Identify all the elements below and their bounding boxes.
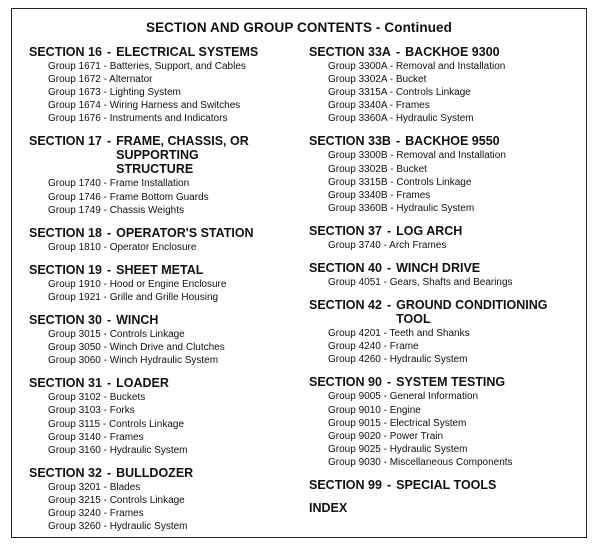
section-name: SHEET METAL [116, 262, 204, 277]
section-name: LOG ARCH [396, 223, 463, 238]
section-number: SECTION 16 [29, 45, 102, 59]
group-entry[interactable]: Group 9010 - Engine [328, 404, 421, 416]
group-entry[interactable]: Group 3201 - Blades [48, 481, 141, 493]
section-entry [29, 313, 304, 367]
section-heading[interactable] [309, 224, 584, 238]
group-entry[interactable]: Group 9025 - Hydraulic System [328, 443, 468, 455]
section-separator: - [386, 477, 392, 492]
section-separator: - [106, 262, 112, 277]
group-entry[interactable]: Group 1749 - Chassis Weights [48, 204, 184, 216]
group-entry[interactable]: Group 3300B - Removal and Installation [328, 150, 506, 162]
section-name: SYSTEM TESTING [396, 375, 506, 390]
group-entry[interactable]: Group 4051 - Gears, Shafts and Bearings [328, 277, 513, 289]
section-separator: - [386, 375, 392, 390]
group-entry[interactable]: Group 1740 - Frame Installation [48, 178, 190, 190]
group-list [309, 239, 584, 252]
section-number: SECTION 18 [29, 225, 102, 240]
group-entry[interactable]: Group 3240 - Frames [48, 507, 144, 519]
section-heading[interactable] [29, 134, 304, 176]
section-separator: - [386, 223, 392, 238]
group-list [29, 60, 304, 125]
group-entry[interactable]: Group 3015 - Controls Linkage [48, 329, 185, 341]
group-list [309, 390, 584, 469]
section-separator: - [106, 313, 112, 328]
section-name: WINCH [116, 313, 159, 328]
group-entry[interactable]: Group 3103 - Forks [48, 405, 135, 417]
section-number: SECTION 33A [309, 45, 391, 59]
group-list [309, 276, 584, 289]
index-entry[interactable]: INDEX [309, 500, 348, 515]
group-entry[interactable]: Group 3215 - Controls Linkage [48, 494, 185, 506]
group-entry[interactable]: Group 1676 - Instruments and Indicators [48, 113, 228, 125]
section-name: ELECTRICAL SYSTEMS [116, 45, 259, 59]
section-entry [29, 45, 304, 125]
section-name: FRAME, CHASSIS, OR SUPPORTING STRUCTURE [116, 134, 249, 177]
group-entry[interactable]: Group 9030 - Miscellaneous Components [328, 456, 513, 468]
section-entry [29, 134, 304, 216]
section-entry [309, 298, 584, 366]
section-heading[interactable] [309, 375, 584, 389]
section-separator: - [386, 261, 392, 276]
group-entry[interactable]: Group 3115 - Controls Linkage [48, 418, 185, 430]
section-entry [29, 376, 304, 456]
right-column [309, 45, 584, 515]
group-entry[interactable]: Group 9005 - General Information [328, 391, 479, 403]
section-heading[interactable] [29, 45, 304, 59]
section-number: SECTION 40 [309, 261, 382, 276]
section-entry [29, 263, 304, 304]
left-column [29, 45, 304, 542]
section-entry [309, 261, 584, 289]
group-entry[interactable]: Group 3360A - Hydraulic System [328, 113, 474, 125]
group-entry[interactable]: Group 3340A - Frames [328, 100, 430, 112]
section-name: WINCH DRIVE [396, 261, 481, 276]
section-number: SECTION 99 [309, 477, 382, 492]
section-number: SECTION 17 [29, 134, 102, 149]
section-name: BACKHOE 9550 [405, 134, 500, 149]
group-entry[interactable]: Group 3050 - Winch Drive and Clutches [48, 342, 225, 354]
group-entry[interactable]: Group 1672 - Alternator [48, 74, 153, 86]
group-list [309, 60, 584, 125]
group-entry[interactable]: Group 3060 - Winch Hydraulic System [48, 355, 219, 367]
group-entry[interactable]: Group 3315A - Controls Linkage [328, 87, 471, 99]
section-heading[interactable] [309, 261, 584, 275]
section-entry [309, 45, 584, 125]
group-entry[interactable]: Group 9020 - Power Train [328, 430, 444, 442]
section-heading[interactable] [29, 263, 304, 277]
group-entry[interactable]: Group 3340B - Frames [328, 189, 431, 201]
section-separator: - [395, 134, 401, 149]
section-heading[interactable] [29, 466, 304, 480]
section-separator: - [106, 465, 112, 480]
page-title: SECTION AND GROUP CONTENTS - Continued [145, 20, 453, 35]
group-entry[interactable]: Group 1910 - Hood or Engine Enclosure [48, 278, 227, 290]
section-heading[interactable] [29, 376, 304, 390]
section-name: SPECIAL TOOLS [396, 477, 497, 492]
group-list [29, 278, 304, 304]
group-entry[interactable]: Group 1921 - Grille and Grille Housing [48, 291, 219, 303]
section-entry [29, 466, 304, 533]
group-list [29, 328, 304, 367]
section-separator: - [106, 134, 112, 149]
section-name: GROUND CONDITIONING TOOL [396, 298, 548, 327]
group-entry[interactable]: Group 3102 - Buckets [48, 392, 146, 404]
section-separator: - [106, 376, 112, 391]
group-entry[interactable]: Group 3160 - Hydraulic System [48, 444, 188, 456]
group-list [29, 481, 304, 533]
group-entry[interactable]: Group 1671 - Batteries, Support, and Cables [48, 61, 246, 72]
group-entry[interactable]: Group 1810 - Operator Enclosure [48, 241, 197, 253]
group-entry[interactable]: Group 4201 - Teeth and Shanks [328, 328, 470, 340]
group-entry[interactable]: Group 3260 - Hydraulic System [48, 521, 188, 533]
section-name: LOADER [116, 376, 169, 391]
section-number: SECTION 32 [29, 465, 102, 480]
section-entry [309, 375, 584, 469]
contents-page [11, 8, 587, 538]
group-entry[interactable]: Group 3302B - Bucket [328, 163, 427, 175]
section-separator: - [395, 45, 401, 59]
group-entry[interactable]: Group 3360B - Hydraulic System [328, 202, 475, 214]
section-number: SECTION 90 [309, 375, 382, 390]
section-number: SECTION 42 [309, 298, 382, 313]
section-heading[interactable] [309, 478, 584, 492]
group-entry[interactable]: Group 4240 - Frame [328, 341, 419, 353]
group-list [309, 149, 584, 214]
section-number: SECTION 31 [29, 376, 102, 391]
section-number: SECTION 30 [29, 313, 102, 328]
group-entry[interactable]: Group 3740 - Arch Frames [328, 239, 447, 251]
section-separator: - [106, 225, 112, 240]
group-entry[interactable]: Group 1673 - Lighting System [48, 87, 181, 99]
group-entry[interactable]: Group 1674 - Wiring Harness and Switches [48, 100, 241, 112]
section-heading[interactable] [309, 298, 584, 326]
section-name: OPERATOR'S STATION [116, 225, 254, 240]
section-heading[interactable] [29, 313, 304, 327]
section-entry [309, 478, 584, 492]
group-list [29, 177, 304, 216]
section-heading[interactable] [309, 45, 584, 59]
section-entry [29, 226, 304, 254]
group-entry[interactable]: Group 3140 - Frames [48, 431, 144, 443]
group-entry[interactable]: Group 4260 - Hydraulic System [328, 354, 468, 366]
group-entry[interactable]: Group 1746 - Frame Bottom Guards [48, 191, 209, 203]
section-number: SECTION 37 [309, 223, 382, 238]
section-separator: - [106, 45, 112, 59]
section-number: SECTION 19 [29, 262, 102, 277]
section-entry [309, 224, 584, 252]
group-list [309, 327, 584, 366]
section-separator: - [386, 298, 392, 313]
group-entry[interactable]: Group 3315B - Controls Linkage [328, 176, 472, 188]
group-entry[interactable]: Group 3302A - Bucket [328, 74, 427, 86]
group-entry[interactable]: Group 9015 - Electrical System [328, 417, 467, 429]
group-entry[interactable]: Group 3300A - Removal and Installation [328, 61, 506, 72]
section-name: BACKHOE 9300 [405, 45, 500, 59]
group-list [29, 241, 304, 254]
section-name: BULLDOZER [116, 465, 194, 480]
section-number: SECTION 33B [309, 134, 391, 149]
group-list [29, 391, 304, 456]
section-heading[interactable] [309, 134, 584, 148]
section-entry [309, 134, 584, 214]
section-heading[interactable] [29, 226, 304, 240]
